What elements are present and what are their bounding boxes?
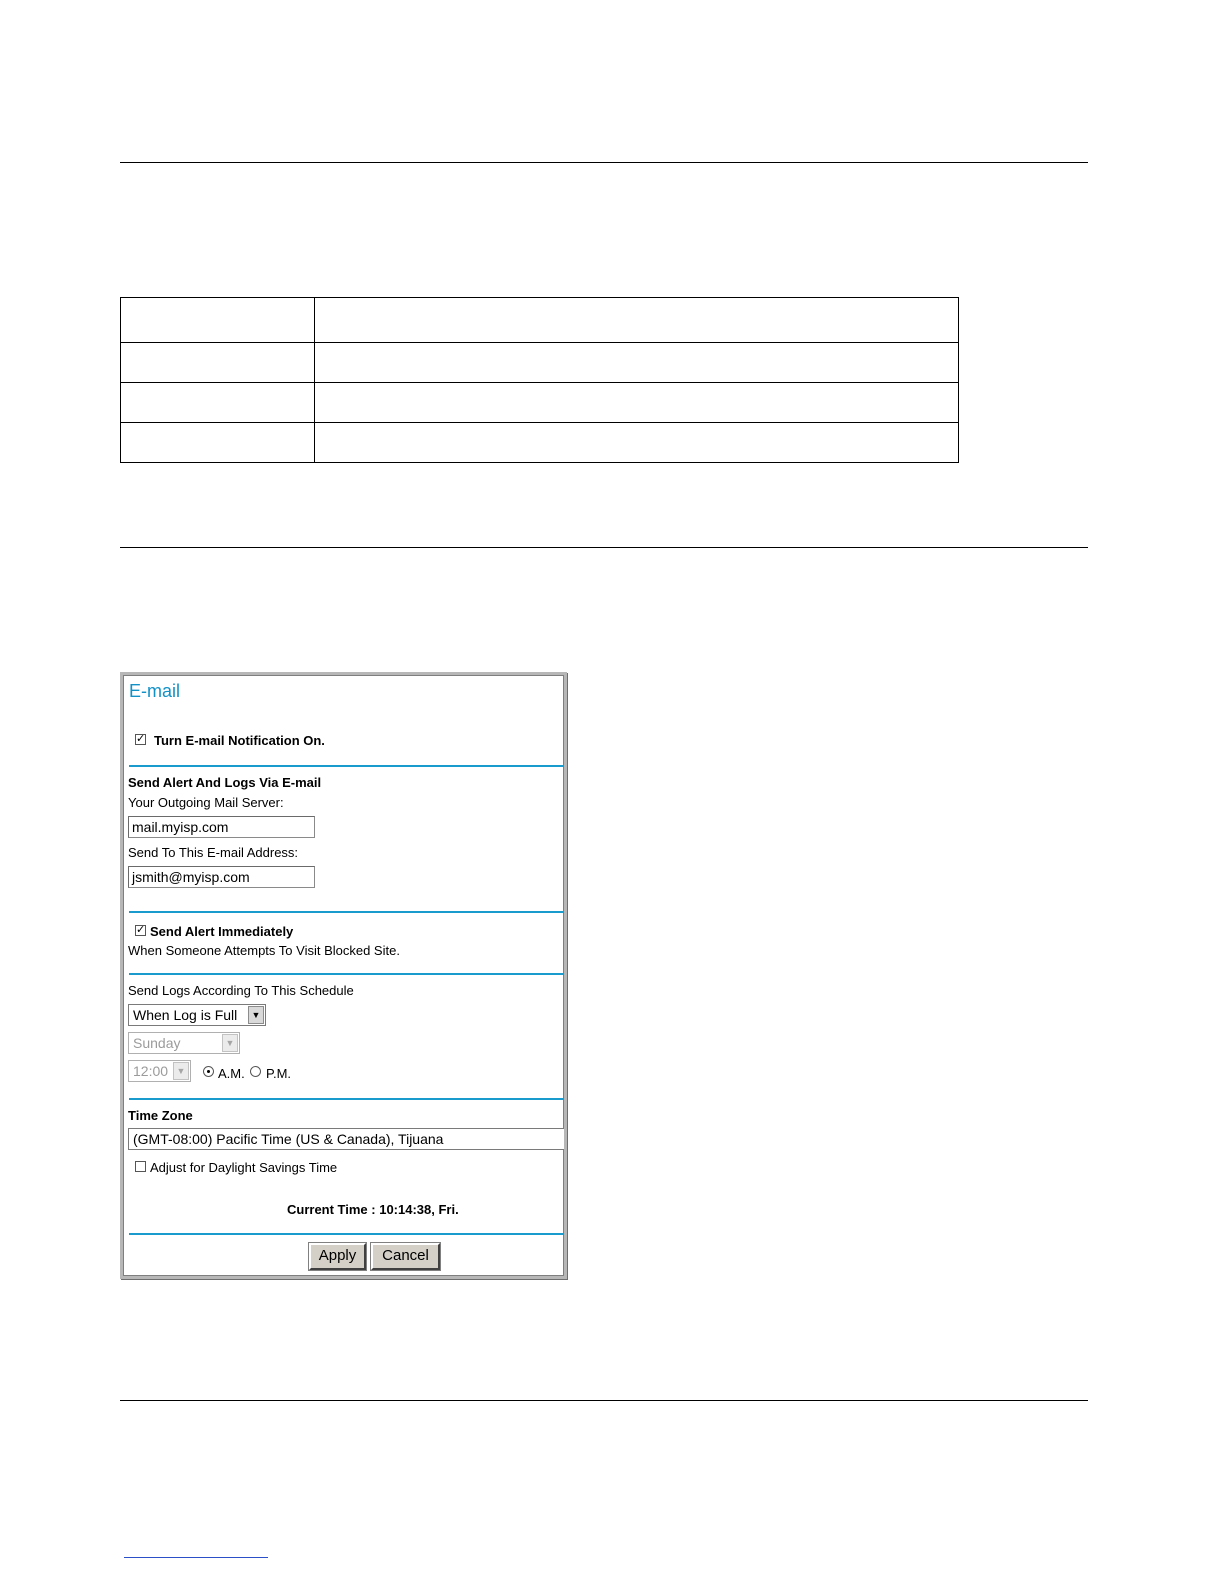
table-row xyxy=(121,298,959,343)
apply-button[interactable]: Apply xyxy=(309,1243,366,1270)
timezone-value: (GMT-08:00) Pacific Time (US & Canada), Tijuana xyxy=(133,1131,444,1147)
dst-label: Adjust for Daylight Savings Time xyxy=(150,1160,338,1175)
chevron-down-icon: ▼ xyxy=(222,1034,238,1052)
send-alert-label: Send Alert Immediately xyxy=(150,924,294,939)
am-radio[interactable] xyxy=(203,1066,214,1077)
schedule-time-select xyxy=(128,1060,191,1082)
schedule-time-value: 12:00 xyxy=(133,1063,169,1079)
schedule-day-select xyxy=(128,1032,240,1054)
cancel-button[interactable]: Cancel xyxy=(371,1243,440,1270)
timezone-heading: Time Zone xyxy=(128,1108,193,1123)
email-address-label: Send To This E-mail Address: xyxy=(128,845,299,860)
pm-radio[interactable] xyxy=(250,1066,261,1077)
mail-server-label: Your Outgoing Mail Server: xyxy=(128,795,284,810)
blank-table xyxy=(120,297,959,463)
table-row xyxy=(121,343,959,383)
pm-label: P.M. xyxy=(266,1066,292,1081)
table-row xyxy=(121,423,959,463)
timezone-select[interactable] xyxy=(128,1128,564,1150)
section-divider xyxy=(129,1098,564,1100)
am-label: A.M. xyxy=(218,1066,245,1081)
section-divider xyxy=(129,765,564,767)
email-settings-panel xyxy=(120,672,567,1279)
section-rule xyxy=(120,547,1088,548)
email-address-input[interactable]: jsmith@myisp.com xyxy=(128,866,315,888)
send-section-heading: Send Alert And Logs Via E-mail xyxy=(128,775,322,790)
section-divider xyxy=(129,973,564,975)
dst-checkbox[interactable] xyxy=(135,1161,146,1172)
section-divider xyxy=(129,911,564,913)
panel-title: E-mail xyxy=(129,681,181,701)
header-rule xyxy=(120,162,1088,163)
table-row xyxy=(121,383,959,423)
send-alert-description: When Someone Attempts To Visit Blocked Site. xyxy=(128,943,400,958)
footer-link-underline xyxy=(124,1557,268,1558)
notification-label: Turn E-mail Notification On. xyxy=(154,733,325,748)
current-time: Current Time : 10:14:38, Fri. xyxy=(287,1202,459,1217)
footer-rule xyxy=(120,1400,1088,1401)
chevron-down-icon[interactable]: ▼ xyxy=(248,1006,264,1024)
chevron-down-icon: ▼ xyxy=(173,1062,189,1080)
schedule-frequency-select[interactable] xyxy=(128,1004,266,1026)
schedule-heading: Send Logs According To This Schedule xyxy=(128,983,354,998)
schedule-day-value: Sunday xyxy=(133,1035,181,1051)
send-alert-checkbox[interactable]: ✓ xyxy=(136,924,146,936)
section-divider xyxy=(129,1233,564,1235)
schedule-frequency-value: When Log is Full xyxy=(133,1007,238,1023)
mail-server-input[interactable]: mail.myisp.com xyxy=(128,816,315,838)
notification-checkbox[interactable]: ✓ xyxy=(136,733,146,745)
